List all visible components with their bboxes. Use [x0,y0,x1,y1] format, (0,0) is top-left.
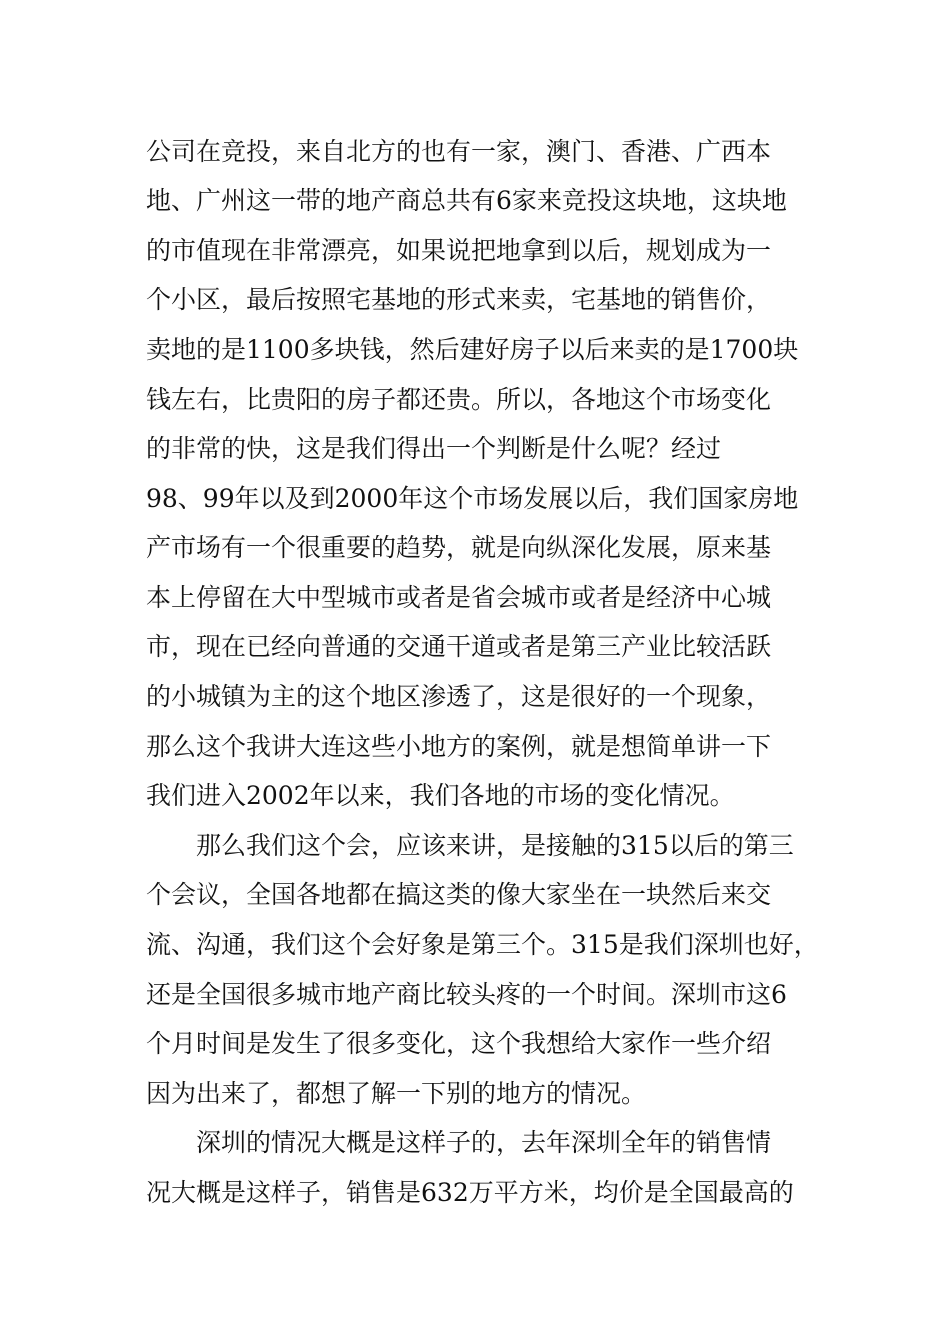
text-line: 个小区，最后按照宅基地的形式来卖，宅基地的销售价， [146,285,772,314]
text-line: 的小城镇为主的这个地区渗透了，这是很好的一个现象， [146,682,772,711]
paragraph-first-line: 深圳的情况大概是这样子的，去年深圳全年的销售情 [196,1128,772,1157]
text-line: 的非常的快，这是我们得出一个判断是什么呢？经过 [146,434,722,463]
text-line: 本上停留在大中型城市或者是省会城市或者是经济中心城 [146,583,772,612]
text-line: 卖地的是1100多块钱，然后建好房子以后来卖的是1700块 [146,335,799,364]
text-line: 我们进入2002年以来，我们各地的市场的变化情况。 [146,781,735,810]
text-line: 产市场有一个很重要的趋势，就是向纵深化发展，原来基 [146,533,772,562]
text-line: 个会议，全国各地都在搞这类的像大家坐在一块然后来交 [146,880,772,909]
text-line: 市，现在已经向普通的交通干道或者是第三产业比较活跃 [146,632,772,661]
text-line: 钱左右，比贵阳的房子都还贵。所以，各地这个市场变化 [146,385,772,414]
text-line: 地、广州这一带的地产商总共有6家来竞投这块地，这块地 [146,186,787,215]
text-line: 因为出来了，都想了解一下别的地方的情况。 [146,1079,647,1108]
text-line: 还是全国很多城市地产商比较头疼的一个时间。深圳市这6 [146,980,787,1009]
text-line: 98、99年以及到2000年这个市场发展以后，我们国家房地 [146,484,799,513]
text-line: 那么这个我讲大连这些小地方的案例，就是想简单讲一下 [146,732,772,761]
text-line: 公司在竞投，来自北方的也有一家，澳门、香港、广西本 [146,137,772,166]
text-line: 个月时间是发生了很多变化，这个我想给大家作一些介绍 [146,1029,772,1058]
text-line: 流、沟通，我们这个会好象是第三个。315是我们深圳也好， [146,930,819,959]
paragraph-first-line: 那么我们这个会，应该来讲，是接触的315以后的第三 [196,831,794,860]
text-line: 的市值现在非常漂亮，如果说把地拿到以后，规划成为一 [146,236,772,265]
text-line: 况大概是这样子，销售是632万平方米，均价是全国最高的 [146,1178,794,1207]
